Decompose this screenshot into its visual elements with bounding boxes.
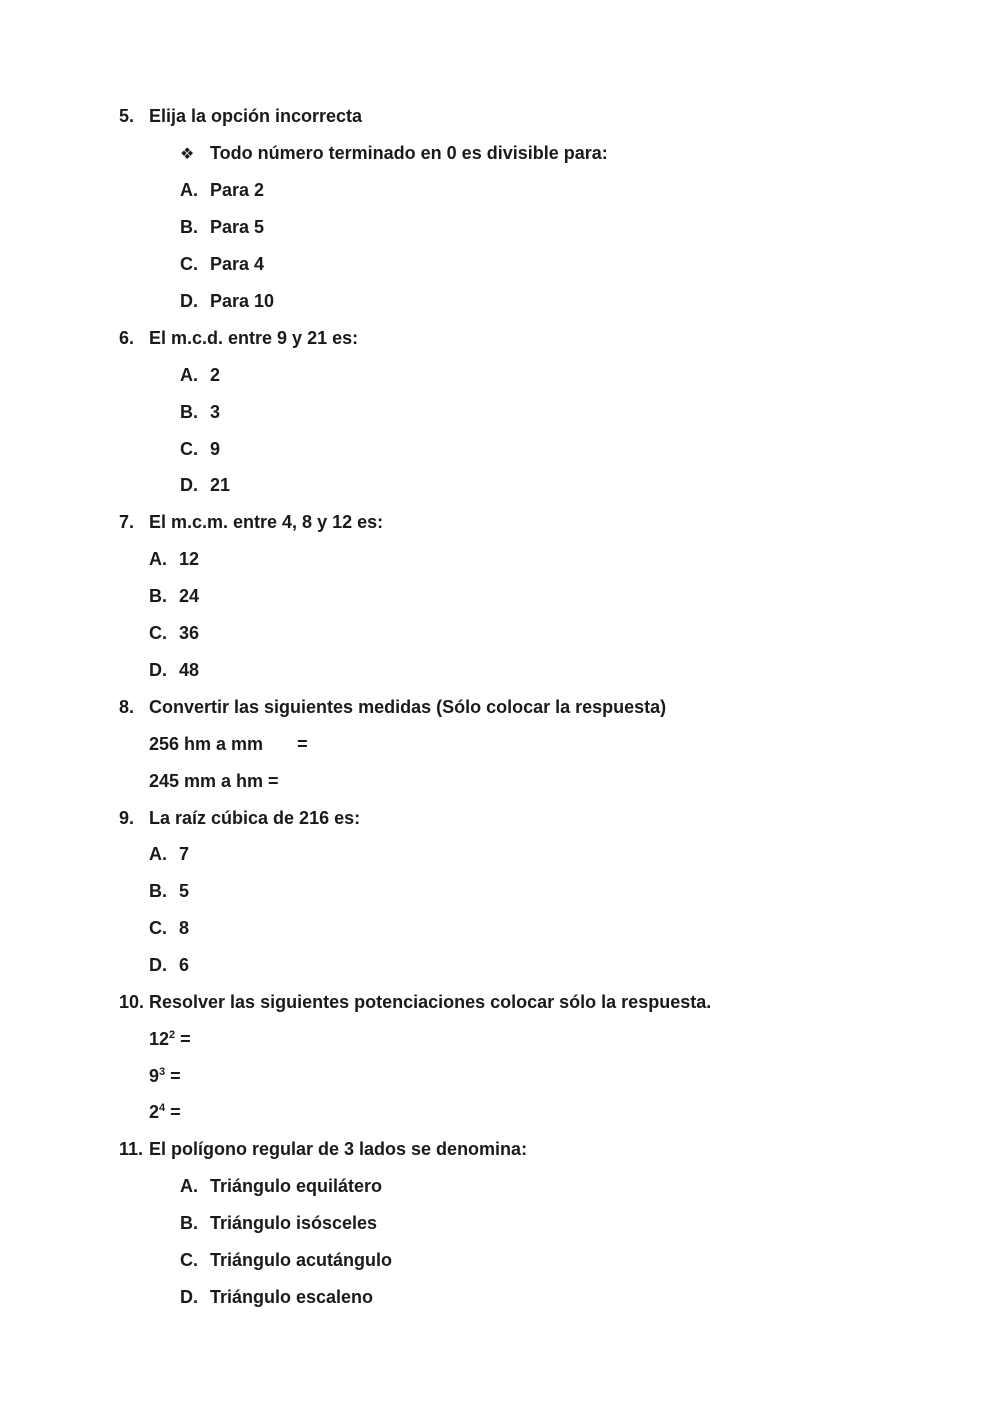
question-number: 6. [119, 328, 135, 348]
option-letter: D. [180, 475, 198, 495]
question-number: 5. [119, 106, 135, 126]
power-exponent: 3 [159, 1066, 166, 1078]
option-letter: D. [180, 291, 198, 311]
option-letter: B. [149, 586, 167, 606]
option-text: Para 4 [210, 254, 265, 274]
question-text: Resolver las siguientes potenciaciones colocar sólo la respuesta. [149, 992, 712, 1012]
option-text: Triángulo acutángulo [210, 1250, 393, 1270]
q6-option-d[interactable] [180, 473, 230, 497]
power-exponent: 2 [169, 1029, 176, 1041]
conversion-text: 256 hm a mm [149, 734, 264, 754]
q5-option-b[interactable] [180, 215, 264, 239]
option-letter: A. [149, 549, 167, 569]
q11-option-b[interactable] [180, 1211, 377, 1235]
question-number: 7. [119, 512, 135, 532]
option-letter: A. [180, 180, 198, 200]
power-base: 12 [149, 1029, 170, 1049]
question-number: 11. [119, 1139, 144, 1159]
diamond-bullet-icon: ❖ [180, 146, 195, 163]
q5-option-c[interactable] [180, 252, 264, 276]
option-text: 5 [179, 881, 190, 901]
option-text: 3 [210, 402, 221, 422]
question-text: Convertir las siguientes medidas (Sólo colocar la respuesta) [149, 697, 667, 717]
q6-option-c[interactable] [180, 437, 220, 461]
q9-option-d[interactable] [149, 953, 189, 977]
q7-option-b[interactable] [149, 584, 199, 608]
option-text: Triángulo equilátero [210, 1176, 383, 1196]
option-text: 7 [179, 844, 190, 864]
q11-option-c[interactable] [180, 1248, 392, 1272]
option-text: 12 [179, 549, 200, 569]
q9-option-a[interactable] [149, 842, 189, 866]
q11-option-d[interactable] [180, 1285, 373, 1309]
question-number: 8. [119, 697, 135, 717]
option-letter: C. [180, 1250, 198, 1270]
question-8 [119, 695, 666, 719]
conversion-text: 245 mm a hm = [149, 771, 279, 791]
q10-power-2[interactable] [149, 1064, 181, 1088]
option-text: 6 [179, 955, 190, 975]
question-text: El polígono regular de 3 lados se denomina: [149, 1139, 528, 1159]
q8-conversion-2[interactable] [149, 769, 279, 793]
q9-option-b[interactable] [149, 879, 189, 903]
q8-conversion-1[interactable] [149, 732, 308, 756]
option-text: 2 [210, 365, 221, 385]
option-text: Para 10 [210, 291, 275, 311]
q5-option-d[interactable] [180, 289, 274, 313]
question-7 [119, 510, 383, 534]
option-letter: B. [180, 1213, 198, 1233]
q7-option-a[interactable] [149, 547, 199, 571]
option-letter: A. [180, 1176, 198, 1196]
q11-option-a[interactable] [180, 1174, 382, 1198]
question-5-statement [180, 141, 608, 165]
option-letter: A. [149, 844, 167, 864]
q7-option-d[interactable] [149, 658, 199, 682]
equals-sign: = [170, 1066, 181, 1086]
option-letter: A. [180, 365, 198, 385]
option-letter: C. [180, 439, 198, 459]
option-text: 8 [179, 918, 190, 938]
option-letter: B. [180, 402, 198, 422]
option-text: Para 5 [210, 217, 265, 237]
option-letter: D. [149, 660, 167, 680]
option-text: Triángulo escaleno [210, 1287, 374, 1307]
option-letter: C. [149, 918, 167, 938]
option-text: 21 [210, 475, 231, 495]
question-number: 9. [119, 808, 135, 828]
option-text: Triángulo isósceles [210, 1213, 378, 1233]
equals-sign: = [297, 734, 308, 754]
question-number: 10. [119, 992, 145, 1012]
power-base: 2 [149, 1102, 160, 1122]
option-text: 48 [179, 660, 200, 680]
equals-sign: = [180, 1029, 191, 1049]
option-letter: C. [149, 623, 167, 643]
question-10 [119, 990, 711, 1014]
question-5 [119, 104, 362, 128]
q9-option-c[interactable] [149, 916, 189, 940]
option-letter: C. [180, 254, 198, 274]
q6-option-b[interactable] [180, 400, 220, 424]
q10-power-1[interactable] [149, 1027, 191, 1051]
q7-option-c[interactable] [149, 621, 199, 645]
question-11 [119, 1137, 527, 1161]
option-letter: B. [149, 881, 167, 901]
question-9 [119, 806, 360, 830]
option-text: 9 [210, 439, 221, 459]
question-text: El m.c.m. entre 4, 8 y 12 es: [149, 512, 384, 532]
option-text: Para 2 [210, 180, 265, 200]
question-text: Elija la opción incorrecta [149, 106, 363, 126]
option-letter: D. [180, 1287, 198, 1307]
power-base: 9 [149, 1066, 160, 1086]
question-6 [119, 326, 358, 350]
option-text: 36 [179, 623, 200, 643]
q6-option-a[interactable] [180, 363, 220, 387]
statement-text: Todo número terminado en 0 es divisible para: [210, 143, 608, 163]
option-letter: B. [180, 217, 198, 237]
option-text: 24 [179, 586, 200, 606]
equals-sign: = [170, 1102, 181, 1122]
question-text: La raíz cúbica de 216 es: [149, 808, 361, 828]
q5-option-a[interactable] [180, 178, 264, 202]
question-text: El m.c.d. entre 9 y 21 es: [149, 328, 359, 348]
power-exponent: 4 [159, 1102, 166, 1114]
q10-power-3[interactable] [149, 1100, 181, 1124]
option-letter: D. [149, 955, 167, 975]
